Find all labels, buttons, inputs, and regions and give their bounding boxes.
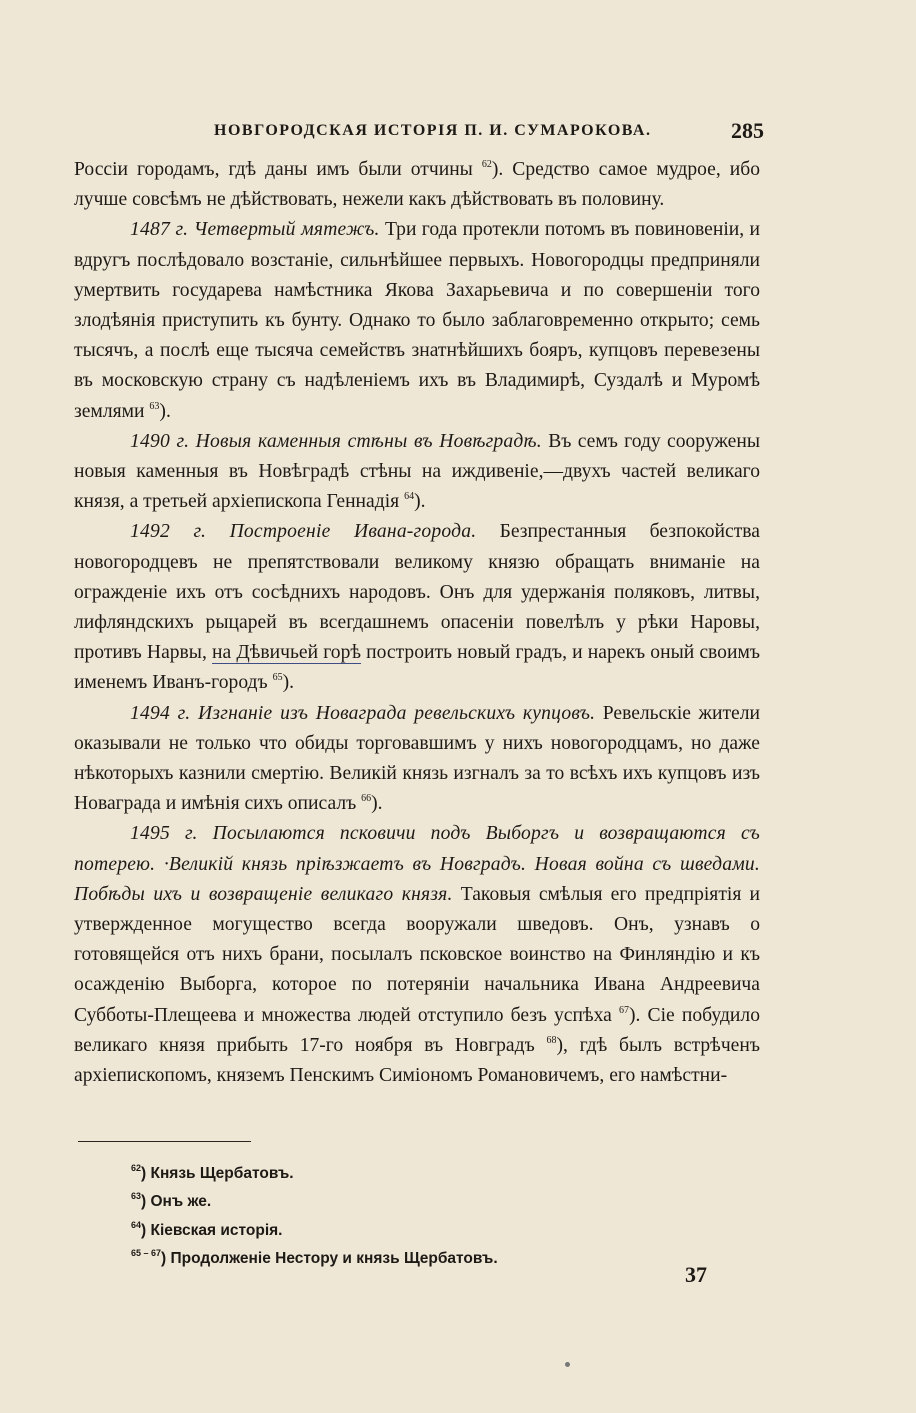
entry-heading: Четвертый мятежъ. [193, 219, 380, 241]
footnote-text: ) Онъ же. [141, 1193, 212, 1211]
entry-heading: Новыя каменныя стѣны въ Новѣградѣ. [195, 430, 542, 452]
footnote-number: 64 [131, 1219, 142, 1230]
footnote [131, 1245, 731, 1273]
footnote-rule [78, 1141, 251, 1142]
footnote-ref: 66 [361, 793, 372, 805]
paragraph-text: Три года протекли потомъ въ повиновеніи, и вдругъ послѣдовало возстаніе, сильнѣйшее первыхъ. Новогородцы предприняли умертвить государева намѣстника Якова Захарьевича и по совершеніи того злодѣянія приступить къ бунту. Однако то было заблаговременно открыто; семь тысячъ, а послѣ еще тысяча семействъ знатнѣйшихъ бояръ, купцовъ перевезены въ московскую страну съ надѣленіемъ ихъ въ Владимирѣ, Суздалѣ и Муромѣ землями [74, 219, 760, 422]
paragraph-text: ). [282, 672, 294, 694]
paragraph [74, 819, 760, 1091]
paragraph-text: Безпрестанныя безпокойства новогородцевъ не препятствовали великому князю обращать вниманіе на огражденіе ихъ отъ сосѣднихъ народовъ. Онъ для удержанія поляковъ, литвы, лифляндскихъ рыцарей въ всегдашнемъ опасеніи повелѣлъ у рѣки Наровы, противъ Нарвы, [74, 521, 760, 664]
footnote-ref: 67 [618, 1004, 629, 1016]
paragraph [74, 517, 760, 698]
paragraph-text: Таковыя смѣлыя его предпріятія и утвержденное могущество всегда вооружали шведовъ. Онъ, узнавъ о готовящейся отъ нихъ брани, посылалъ псковское воинство на Финляндію и къ осажденію Выборга, которое по потеряніи начальника Ивана Андреевича Субботы-Плещеева и множества людей отступило безъ успѣха [74, 883, 760, 1026]
entry-heading: Изгнаніе изъ Новаграда ревельскихъ купцовъ. [198, 702, 596, 724]
paragraph [74, 699, 760, 820]
entry-heading: 1494 г. [130, 702, 199, 724]
footnote-number: 65 – 67 [131, 1248, 162, 1259]
entry-heading: 1492 г. [130, 521, 230, 543]
footnote-ref: 63 [149, 400, 160, 412]
footnote-ref: 68 [546, 1034, 557, 1046]
entry-heading: Посылаются псковичи подъ Выборгъ и возвращаются съ потерею. ·Великій князь пріѣзжаетъ въ Новградъ. Новая война съ шведами. Побѣды ихъ и возвращеніе великаго князя. [74, 823, 760, 905]
paragraph-text: ). Средство самое мудрое, ибо лучше совсѣмъ не дѣйствовать, нежели какъ дѣйствовать въ половину. [74, 159, 761, 211]
underlined-text: на Дѣвичьей горѣ [212, 642, 362, 664]
paragraph-text: Россіи городамъ, гдѣ даны имъ были отчины [74, 159, 482, 180]
footnote-ref: 62 [481, 159, 492, 170]
footnote-text: ) Кіевская исторія. [141, 1221, 283, 1239]
running-title: НОВГОРОДСКАЯ ИСТОРІЯ П. И. СУМАРОКОВА. [214, 122, 652, 139]
paragraph-text: ). [159, 400, 171, 422]
footnote-ref: 64 [404, 491, 415, 503]
printer-signature: 37 [685, 1262, 707, 1287]
paragraph-text: ). [414, 491, 426, 513]
footnote [131, 1217, 731, 1245]
footnote-number: 63 [131, 1191, 142, 1202]
footnote-ref: 65 [272, 672, 283, 684]
entry-heading: 1487 г. [130, 219, 194, 241]
speck [565, 1362, 570, 1367]
footnote-text: ) Князь Щербатовъ. [141, 1165, 294, 1182]
footnotes [131, 1160, 731, 1274]
paragraph-text: ), гдѣ былъ встрѣченъ архіепископомъ, княземъ Пенскимъ Симіономъ Романовичемъ, его намѣстни- [74, 1034, 760, 1087]
footnote [131, 1188, 731, 1216]
page-number: 285 [731, 118, 764, 143]
running-head [74, 118, 764, 148]
paragraph [74, 215, 760, 426]
paragraph-text: построить новый градъ, и нарекъ оный своимъ именемъ Иванъ-городъ [74, 642, 760, 694]
footnote-number: 62 [131, 1163, 142, 1173]
paragraph [74, 155, 760, 215]
footnote-text: ) Продолженіе Нестору и князь Щербатовъ. [161, 1250, 498, 1268]
footnote [131, 1160, 731, 1188]
entry-heading: 1495 г. [130, 823, 213, 845]
body-text [74, 155, 760, 1091]
paragraph-text: ). [371, 793, 383, 815]
paragraph-text: Ревельскіе жители оказывали не только что обиды торговавшимъ у нихъ новогородцамъ, но даже нѣкоторыхъ казнили смертію. Великій князь изгналъ за то всѣхъ ихъ купцовъ изъ Новаграда и имѣнія сихъ описалъ [74, 702, 760, 815]
paragraph [74, 427, 760, 518]
entry-heading: Построеніе Ивана-города. [229, 521, 477, 543]
paragraph-text: Въ семъ году сооружены новыя каменныя въ Новѣградѣ стѣны на иждивеніе,—двухъ частей великаго князя, а третьей архіепископа Геннадія [74, 430, 760, 513]
paragraph-text: ). Сіе побудило великаго князя прибыть 17-го ноября въ Новградъ [74, 1004, 760, 1056]
entry-heading: 1490 г. [130, 430, 196, 452]
